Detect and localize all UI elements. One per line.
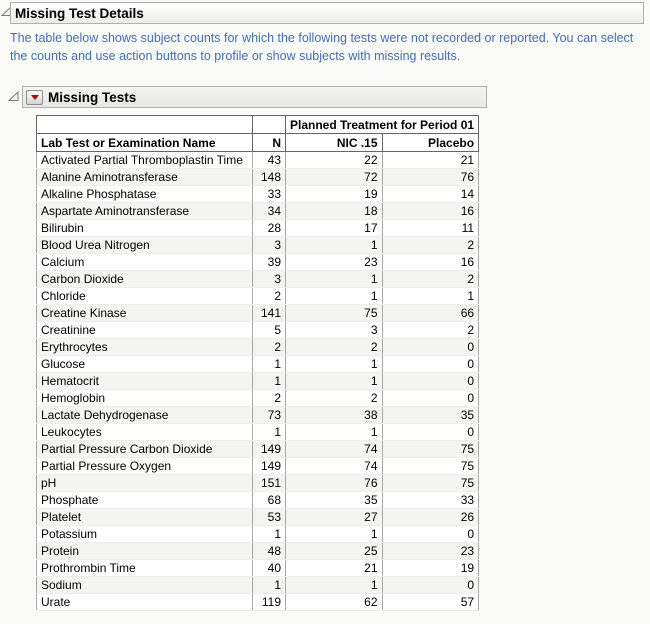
empty-header-cell: [37, 116, 253, 134]
count-cell[interactable]: 0: [382, 373, 479, 390]
count-cell[interactable]: 22: [286, 152, 383, 169]
test-name-cell[interactable]: Chloride: [37, 288, 253, 305]
count-cell[interactable]: 19: [382, 560, 479, 577]
count-cell[interactable]: 38: [286, 407, 383, 424]
table-body: [37, 152, 479, 611]
disclosure-triangle-icon[interactable]: [8, 91, 19, 102]
table-row: [37, 203, 479, 220]
count-cell[interactable]: 2: [253, 339, 286, 356]
count-cell[interactable]: 2: [286, 339, 383, 356]
table-row: [37, 441, 479, 458]
table-row: [37, 424, 479, 441]
test-name-cell[interactable]: Carbon Dioxide: [37, 271, 253, 288]
count-cell[interactable]: 0: [382, 577, 479, 594]
count-cell[interactable]: 1: [286, 526, 383, 543]
table-row: [37, 339, 479, 356]
test-name-cell[interactable]: Hemoglobin: [37, 390, 253, 407]
table-row: [37, 543, 479, 560]
count-cell[interactable]: 2: [382, 237, 479, 254]
count-cell[interactable]: 149: [253, 441, 286, 458]
test-name-cell[interactable]: Prothrombin Time: [37, 560, 253, 577]
red-triangle-icon: [31, 95, 39, 100]
count-cell[interactable]: 2: [382, 322, 479, 339]
count-cell[interactable]: 35: [382, 407, 479, 424]
table-row: [37, 288, 479, 305]
count-cell[interactable]: 76: [382, 169, 479, 186]
table-row: [37, 509, 479, 526]
test-name-cell[interactable]: Calcium: [37, 254, 253, 271]
test-name-cell[interactable]: Creatinine: [37, 322, 253, 339]
test-name-cell[interactable]: Blood Urea Nitrogen: [37, 237, 253, 254]
test-name-cell[interactable]: Phosphate: [37, 492, 253, 509]
count-cell[interactable]: 0: [382, 526, 479, 543]
count-cell[interactable]: 1: [286, 577, 383, 594]
table-row: [37, 237, 479, 254]
count-cell[interactable]: 11: [382, 220, 479, 237]
test-name-cell[interactable]: pH: [37, 475, 253, 492]
count-cell[interactable]: 5: [253, 322, 286, 339]
table-row: [37, 407, 479, 424]
count-cell[interactable]: 21: [286, 560, 383, 577]
table-row: [37, 186, 479, 203]
count-cell[interactable]: 149: [253, 458, 286, 475]
description-text: The table below shows subject counts for which the following tests were not recorded or reported. You can select the counts and use action buttons to profile or show subjects with missing results.: [10, 31, 634, 63]
count-cell[interactable]: 2: [286, 390, 383, 407]
table-row: [37, 577, 479, 594]
count-cell[interactable]: 1: [286, 288, 383, 305]
count-cell[interactable]: 0: [382, 424, 479, 441]
count-cell[interactable]: 48: [253, 543, 286, 560]
count-cell[interactable]: 26: [382, 509, 479, 526]
count-cell[interactable]: 1: [286, 424, 383, 441]
count-cell[interactable]: 23: [382, 543, 479, 560]
count-cell[interactable]: 2: [382, 271, 479, 288]
count-cell[interactable]: 25: [286, 543, 383, 560]
count-cell[interactable]: 21: [382, 152, 479, 169]
test-name-cell[interactable]: Aspartate Aminotransferase: [37, 203, 253, 220]
table-row: [37, 594, 479, 611]
count-cell[interactable]: 1: [253, 424, 286, 441]
test-name-cell[interactable]: Partial Pressure Oxygen: [37, 458, 253, 475]
count-cell[interactable]: 76: [286, 475, 383, 492]
count-cell[interactable]: 33: [382, 492, 479, 509]
red-triangle-menu-button[interactable]: [26, 90, 43, 105]
test-name-cell[interactable]: Hematocrit: [37, 373, 253, 390]
count-cell[interactable]: 1: [253, 577, 286, 594]
count-cell[interactable]: 75: [382, 441, 479, 458]
test-name-cell[interactable]: Alkaline Phosphatase: [37, 186, 253, 203]
table-row: [37, 220, 479, 237]
outline-header-missing-tests[interactable]: [22, 86, 487, 108]
count-cell[interactable]: 1: [286, 271, 383, 288]
column-header-lab-test: Lab Test or Examination Name: [37, 134, 253, 152]
table-row: [37, 492, 479, 509]
count-cell[interactable]: 53: [253, 509, 286, 526]
count-cell[interactable]: 18: [286, 203, 383, 220]
span-header-row: [37, 116, 479, 134]
count-cell[interactable]: 1: [286, 356, 383, 373]
count-cell[interactable]: 1: [286, 237, 383, 254]
count-cell[interactable]: 17: [286, 220, 383, 237]
table-row: [37, 305, 479, 322]
count-cell[interactable]: 0: [382, 339, 479, 356]
table-row: [37, 169, 479, 186]
treatment-span-header: Planned Treatment for Period 01: [286, 116, 479, 134]
count-cell[interactable]: 66: [382, 305, 479, 322]
test-name-cell[interactable]: Alanine Aminotransferase: [37, 169, 253, 186]
count-cell[interactable]: 3: [286, 322, 383, 339]
count-cell[interactable]: 1: [253, 526, 286, 543]
test-name-cell[interactable]: Potassium: [37, 526, 253, 543]
count-cell[interactable]: 57: [382, 594, 479, 611]
column-header-n: N: [253, 134, 286, 152]
count-cell[interactable]: 43: [253, 152, 286, 169]
page-title: Missing Test Details: [15, 5, 144, 21]
count-cell[interactable]: 3: [253, 237, 286, 254]
count-cell[interactable]: 151: [253, 475, 286, 492]
count-cell[interactable]: 0: [382, 390, 479, 407]
test-name-cell[interactable]: Lactate Dehydrogenase: [37, 407, 253, 424]
count-cell[interactable]: 74: [286, 458, 383, 475]
empty-header-cell: [253, 116, 286, 134]
column-header-nic15: NIC .15: [286, 134, 383, 152]
test-name-cell[interactable]: Bilirubin: [37, 220, 253, 237]
count-cell[interactable]: 34: [253, 203, 286, 220]
table-row: [37, 152, 479, 169]
test-name-cell[interactable]: Platelet: [37, 509, 253, 526]
test-name-cell[interactable]: Sodium: [37, 577, 253, 594]
count-cell[interactable]: 74: [286, 441, 383, 458]
count-cell[interactable]: 40: [253, 560, 286, 577]
test-name-cell[interactable]: Creatine Kinase: [37, 305, 253, 322]
test-name-cell[interactable]: Glucose: [37, 356, 253, 373]
test-name-cell[interactable]: Urate: [37, 594, 253, 611]
table-row: [37, 356, 479, 373]
count-cell[interactable]: 14: [382, 186, 479, 203]
count-cell[interactable]: 119: [253, 594, 286, 611]
count-cell[interactable]: 35: [286, 492, 383, 509]
count-cell[interactable]: 75: [382, 458, 479, 475]
count-cell[interactable]: 16: [382, 203, 479, 220]
table-row: [37, 373, 479, 390]
count-cell[interactable]: 2: [253, 390, 286, 407]
count-cell[interactable]: 2: [253, 288, 286, 305]
count-cell[interactable]: 19: [286, 186, 383, 203]
count-cell[interactable]: 75: [382, 475, 479, 492]
count-cell[interactable]: 1: [253, 373, 286, 390]
test-name-cell[interactable]: Partial Pressure Carbon Dioxide: [37, 441, 253, 458]
count-cell[interactable]: 75: [286, 305, 383, 322]
count-cell[interactable]: 16: [382, 254, 479, 271]
missing-tests-table: [36, 115, 479, 611]
count-cell[interactable]: 148: [253, 169, 286, 186]
count-cell[interactable]: 33: [253, 186, 286, 203]
table-row: [37, 560, 479, 577]
count-cell[interactable]: 0: [382, 356, 479, 373]
table-row: [37, 254, 479, 271]
count-cell[interactable]: 27: [286, 509, 383, 526]
table-row: [37, 475, 479, 492]
column-header-row: [37, 134, 479, 152]
column-header-placebo: Placebo: [382, 134, 479, 152]
test-name-cell[interactable]: Activated Partial Thromboplastin Time: [37, 152, 253, 169]
test-name-cell[interactable]: Protein: [37, 543, 253, 560]
count-cell[interactable]: 39: [253, 254, 286, 271]
count-cell[interactable]: 23: [286, 254, 383, 271]
count-cell[interactable]: 28: [253, 220, 286, 237]
table-row: [37, 458, 479, 475]
count-cell[interactable]: 1: [382, 288, 479, 305]
test-name-cell[interactable]: Leukocytes: [37, 424, 253, 441]
table-row: [37, 390, 479, 407]
count-cell[interactable]: 141: [253, 305, 286, 322]
count-cell[interactable]: 1: [253, 356, 286, 373]
section-title: Missing Tests: [48, 89, 137, 105]
outline-header-missing-test-details[interactable]: [10, 2, 644, 24]
count-cell[interactable]: 72: [286, 169, 383, 186]
count-cell[interactable]: 73: [253, 407, 286, 424]
count-cell[interactable]: 62: [286, 594, 383, 611]
table-row: [37, 271, 479, 288]
count-cell[interactable]: 1: [286, 373, 383, 390]
test-name-cell[interactable]: Erythrocytes: [37, 339, 253, 356]
table-row: [37, 322, 479, 339]
count-cell[interactable]: 3: [253, 271, 286, 288]
table-row: [37, 526, 479, 543]
count-cell[interactable]: 68: [253, 492, 286, 509]
